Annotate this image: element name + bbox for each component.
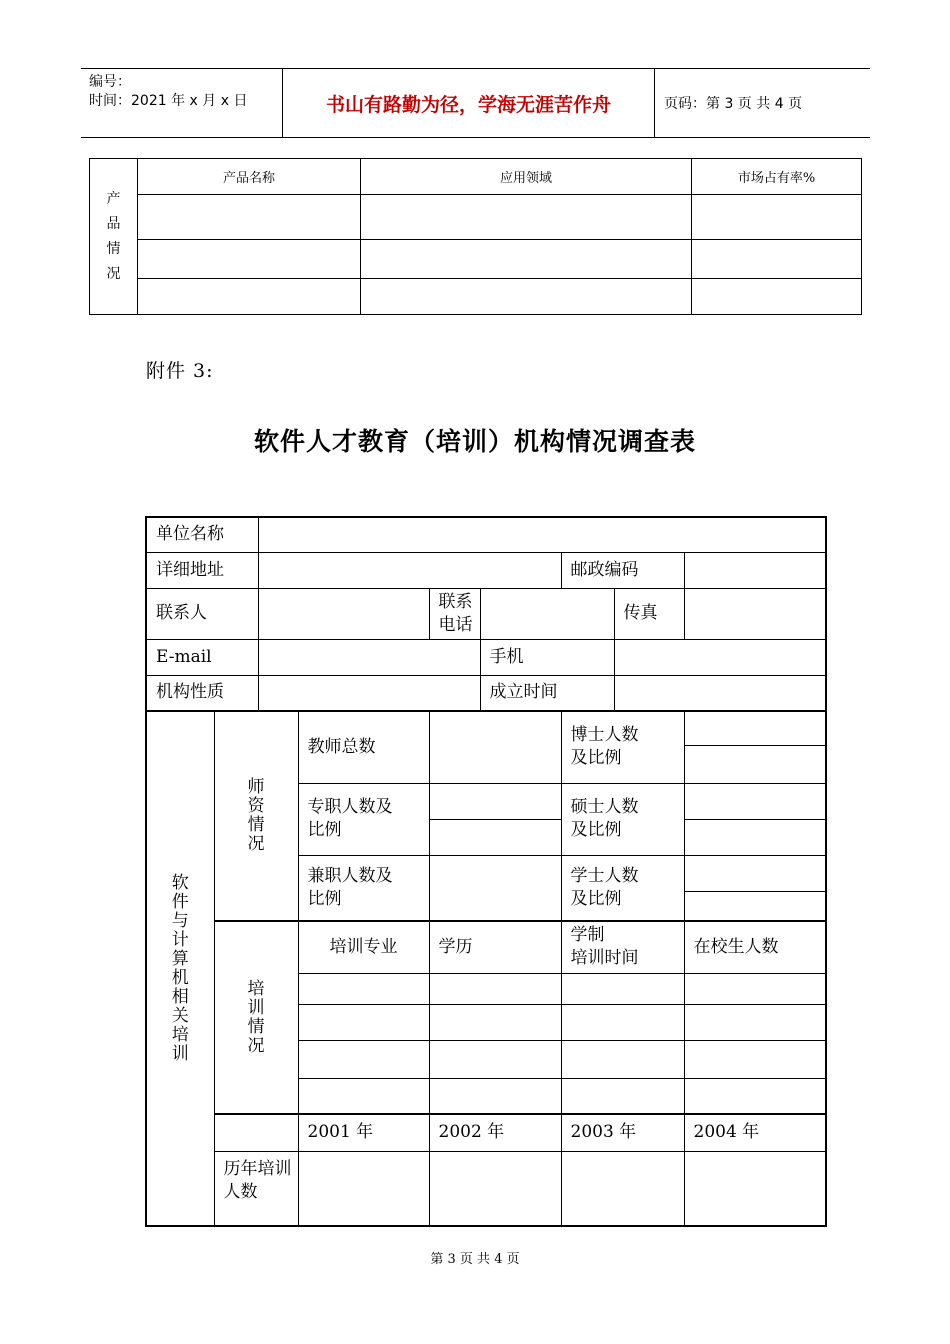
training-enrolled-cell[interactable] [684,1040,826,1078]
bachelor-field-top[interactable] [684,855,826,891]
header-divider [654,69,655,137]
market-share-cell[interactable] [692,279,862,315]
contact-phone-label: 联系 电话 [429,588,480,639]
product-name-cell[interactable] [138,195,361,240]
email-field[interactable] [258,639,480,675]
year-2004-header: 2004 年 [684,1114,826,1151]
training-enrolled-cell[interactable] [684,1078,826,1114]
training-degree-cell[interactable] [429,973,561,1004]
nature-label: 机构性质 [146,675,258,711]
founded-label: 成立时间 [480,675,614,711]
mobile-field[interactable] [614,639,826,675]
year-2001-header: 2001 年 [298,1114,429,1151]
contact-person-label: 联系人 [146,588,258,639]
market-share-cell[interactable] [692,195,862,240]
parttime-label: 兼职人数及 比例 [298,855,429,921]
page-footer: 第 3 页 共 4 页 [430,1252,520,1267]
header-motto: 书山有路勤为径，学海无涯苦作舟 [325,93,611,116]
training-duration-cell[interactable] [561,1004,684,1040]
attachment-label: 附件 3: [146,360,214,382]
product-name-cell[interactable] [138,240,361,279]
application-field-cell[interactable] [361,279,692,315]
contact-person-field[interactable] [258,588,429,639]
year-2002-header: 2002 年 [429,1114,561,1151]
product-side-label: 产 品 情 况 [90,159,138,315]
fax-label: 传真 [614,588,684,639]
page-title: 软件人才教育（培训）机构情况调查表 [253,427,696,456]
training-major-cell[interactable] [298,1078,429,1114]
master-label: 硕士人数 及比例 [561,783,684,855]
teacher-total-label: 教师总数 [298,711,429,783]
yearly-blank-cell [214,1114,298,1151]
fulltime-field-top[interactable] [429,783,561,819]
survey-table [145,516,827,1227]
training-enrolled-cell[interactable] [684,1004,826,1040]
application-field-cell[interactable] [361,240,692,279]
yearly-trainees-label: 历年培训 人数 [214,1151,298,1226]
nature-field[interactable] [258,675,480,711]
document-number-label: 编号： [89,74,131,90]
unit-name-field[interactable] [258,517,826,552]
training-duration-cell[interactable] [561,1040,684,1078]
year-2001-cell[interactable] [298,1151,429,1226]
fulltime-field-bottom[interactable] [429,819,561,855]
bachelor-field-bottom[interactable] [684,891,826,921]
training-major-cell[interactable] [298,1004,429,1040]
unit-name-label: 单位名称 [146,517,258,552]
training-major-cell[interactable] [298,973,429,1004]
training-enrolled-cell[interactable] [684,973,826,1004]
bachelor-label: 学士人数 及比例 [561,855,684,921]
header-market-share: 市场占有率% [692,159,862,195]
training-major-cell[interactable] [298,1040,429,1078]
training-degree-cell[interactable] [429,1004,561,1040]
section-label-software-training: 软 件 与 计 算 机 相 关 培 训 [146,711,214,1226]
header-product-name: 产品名称 [138,159,361,195]
document-time-label: 时间：2021 年 x 月 x 日 [89,93,248,109]
training-major-header: 培训专业 [298,921,429,973]
phd-label: 博士人数 及比例 [561,711,684,783]
postal-code-field[interactable] [684,552,826,588]
page-header [81,68,870,138]
email-label: E-mail [146,639,258,675]
address-field[interactable] [258,552,561,588]
parttime-field[interactable] [429,855,561,921]
master-field-top[interactable] [684,783,826,819]
founded-field[interactable] [614,675,826,711]
mobile-label: 手机 [480,639,614,675]
training-duration-cell[interactable] [561,1078,684,1114]
header-meta [89,73,247,111]
training-enrolled-header: 在校生人数 [684,921,826,973]
year-2004-cell[interactable] [684,1151,826,1226]
teachers-label: 师 资 情 况 [214,711,298,921]
phd-field-top[interactable] [684,711,826,745]
training-duration-header: 学制 培训时间 [561,921,684,973]
training-degree-cell[interactable] [429,1040,561,1078]
product-name-cell[interactable] [138,279,361,315]
training-duration-cell[interactable] [561,973,684,1004]
fax-field[interactable] [684,588,826,639]
contact-phone-field[interactable] [480,588,614,639]
year-2003-header: 2003 年 [561,1114,684,1151]
fulltime-label: 专职人数及 比例 [298,783,429,855]
header-page-info: 页码：第 3 页 共 4 页 [664,96,803,112]
teacher-total-field[interactable] [429,711,561,783]
market-share-cell[interactable] [692,240,862,279]
phd-field-bottom[interactable] [684,745,826,783]
address-label: 详细地址 [146,552,258,588]
training-degree-header: 学历 [429,921,561,973]
header-application-field: 应用领域 [361,159,692,195]
year-2002-cell[interactable] [429,1151,561,1226]
training-degree-cell[interactable] [429,1078,561,1114]
master-field-bottom[interactable] [684,819,826,855]
training-label: 培 训 情 况 [214,921,298,1114]
postal-code-label: 邮政编码 [561,552,684,588]
year-2003-cell[interactable] [561,1151,684,1226]
application-field-cell[interactable] [361,195,692,240]
product-table [89,158,862,315]
